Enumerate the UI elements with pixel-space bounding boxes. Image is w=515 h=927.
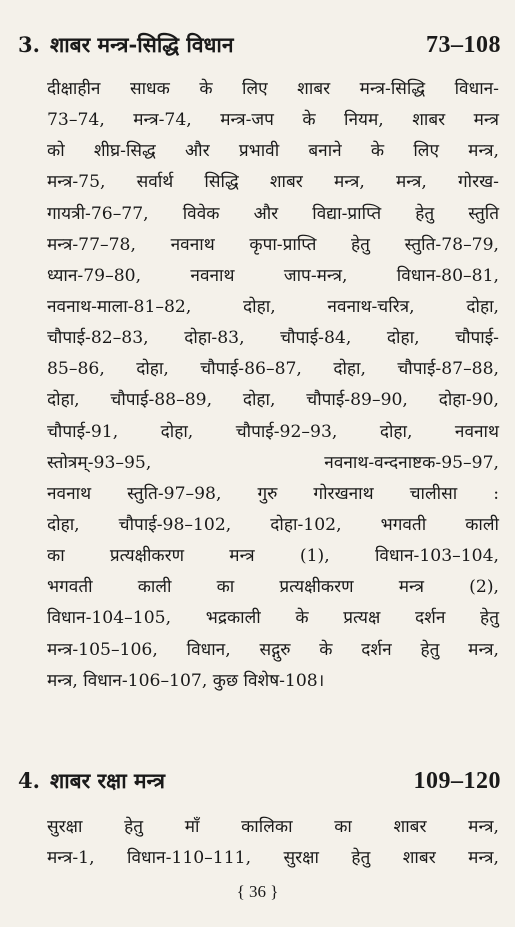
body-line: दोहा, चौपाई-98–102, दोहा-102, भगवती काली <box>47 514 499 535</box>
body-line: मन्त्र-75, सर्वार्थ सिद्धि शाबर मन्त्र, मन्त्र, गोरख- <box>47 172 499 193</box>
section-4-heading <box>18 766 501 796</box>
body-line: नवनाथ-माला-81–82, दोहा, नवनाथ-चरित्र, दोहा, <box>47 296 499 317</box>
body-line: चौपाई-91, दोहा, चौपाई-92–93, दोहा, नवनाथ <box>47 421 499 442</box>
body-line: को शीघ्र-सिद्ध और प्रभावी बनाने के लिए मन्त्र, <box>47 141 499 162</box>
body-line: का प्रत्यक्षीकरण मन्त्र (1), विधान-103–104, <box>47 546 499 567</box>
body-line: सुरक्षा हेतु माँ कालिका का शाबर मन्त्र, <box>47 817 499 837</box>
body-line: विधान-104–105, भद्रकाली के प्रत्यक्ष दर्शन हेतु <box>47 608 499 629</box>
section-4-body <box>47 812 499 874</box>
body-line: भगवती काली का प्रत्यक्षीकरण मन्त्र (2), <box>47 577 499 598</box>
section-number: 4. <box>18 768 40 793</box>
page-range: 73–108 <box>426 32 501 58</box>
body-line: चौपाई-82–83, दोहा-83, चौपाई-84, दोहा, चौपाई- <box>47 328 499 349</box>
body-line: मन्त्र-1, विधान-110–111, सुरक्षा हेतु शाबर मन्त्र, <box>47 848 499 869</box>
body-line: मन्त्र-77–78, नवनाथ कृपा-प्राप्ति हेतु स्तुति-78–79, <box>47 234 499 255</box>
section-number: 3. <box>18 32 40 57</box>
body-line: 73–74, मन्त्र-74, मन्त्र-जप के नियम, शाबर मन्त्र <box>47 110 499 131</box>
section-title: शाबर मन्त्र-सिद्धि विधान <box>49 32 234 57</box>
section-title: शाबर रक्षा मन्त्र <box>49 768 165 793</box>
body-line: दोहा, चौपाई-88–89, दोहा, चौपाई-89–90, दोहा-90, <box>47 390 499 411</box>
body-line: ध्यान-79–80, नवनाथ जाप-मन्त्र, विधान-80–81, <box>47 265 499 286</box>
body-line: गायत्री-76–77, विवेक और विद्या-प्राप्ति हेतु स्तुति <box>47 203 499 224</box>
body-line: स्तोत्रम्-93–95, नवनाथ-वन्दनाष्टक-95–97, <box>47 452 499 473</box>
body-line: मन्त्र-105–106, विधान, सद्गुरु के दर्शन हेतु मन्त्र, <box>47 639 499 660</box>
section-3-body <box>47 74 499 697</box>
body-line: नवनाथ स्तुति-97–98, गुरु गोरखनाथ चालीसा : <box>47 483 499 504</box>
body-line: 85–86, दोहा, चौपाई-86–87, दोहा, चौपाई-87–88, <box>47 359 499 380</box>
body-line: दीक्षाहीन साधक के लिए शाबर मन्त्र-सिद्धि विधान- <box>47 79 499 99</box>
section-3-heading <box>18 30 501 60</box>
page-range: 109–120 <box>413 768 501 794</box>
body-line: मन्त्र, विधान-106–107, कुछ विशेष-108। <box>47 670 325 691</box>
page-number: { 36 } <box>236 882 279 901</box>
